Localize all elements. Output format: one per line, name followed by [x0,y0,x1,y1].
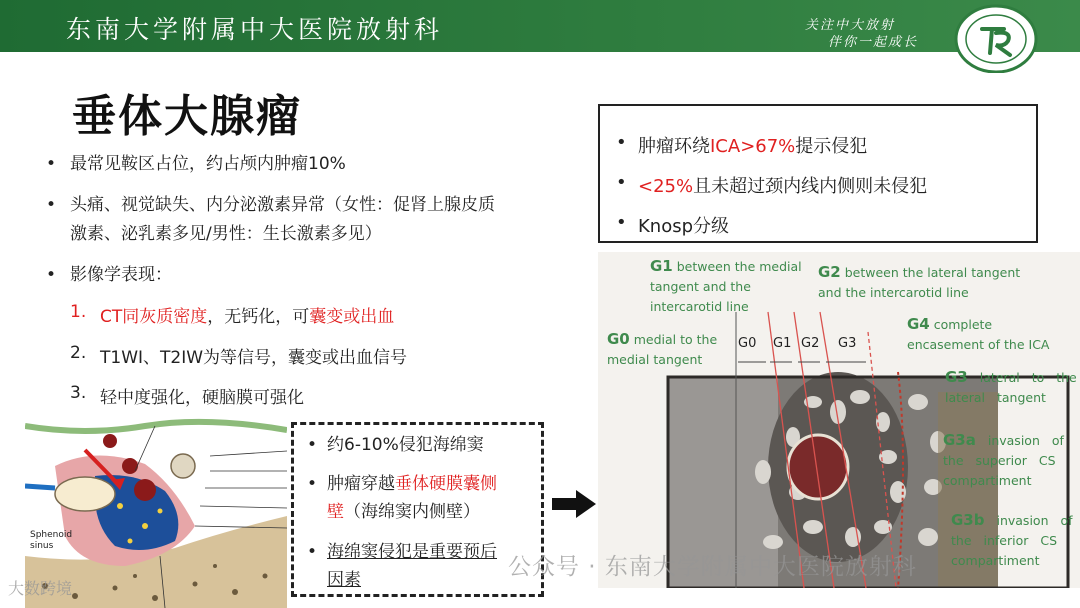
ica-criteria-box [598,104,1038,243]
header-slogan-line1: 关注中大放射 [805,18,896,33]
corner-watermark: 大数跨境 [8,579,73,598]
header-slogan-line2: 伴你一起成长 [828,35,919,50]
cyst-hemorrhage-highlight: 囊变或出血 [309,307,395,327]
g3a-label: G3a invasion of the superior CS compartiment [943,431,1064,488]
g2-label: G2 between the lateral tangent and the intercarotid line [818,263,1021,300]
ct-density-highlight: CT同灰质密度 [100,307,208,327]
zone-label-g3: G3 [838,336,857,351]
header-bar [0,0,1080,52]
zone-label-g0: G0 [738,336,757,351]
prognosis-line2: 因素 [327,570,361,590]
g1-label: G1 between the medial tangent and the intercarotid line [650,257,802,314]
ica-criterion-1: • 肿瘤环绕ICA>67%提示侵犯 [638,132,867,158]
bullet-imaging: • 影像学表现： [70,261,172,290]
imaging-item-2-number: 2. [70,343,87,363]
knosp-grading: • Knosp分级 [638,212,729,238]
zone-label-g2: G2 [801,336,820,351]
sphenoid-sinus-label: Sphenoid sinus [30,530,73,551]
slide-title: 垂体大腺瘤 [72,91,302,142]
imaging-item-1-number: 1. [70,302,87,322]
prognosis-line1: • 海绵窦侵犯是重要预后 [327,538,497,566]
invasion-route-line1: • 肿瘤穿越垂体硬膜囊侧 [327,470,497,498]
imaging-item-2: T1WI、T2IW为等信号，囊变或出血信号 [100,348,408,368]
imaging-item-3-number: 3. [70,383,87,403]
invasion-rate: • 约6-10%侵犯海绵窦 [327,431,484,459]
bullet-symptoms: • 头痛、视觉缺失、内分泌激素异常（女性：促肾上腺皮质 [70,191,495,220]
zone-label-g1: G1 [773,336,792,351]
knosp-grading-figure [598,252,1080,588]
header-title: 东南大学附属中大医院放射科 [66,15,444,44]
imaging-item-1: CT同灰质密度，无钙化，可囊变或出血 [100,307,395,327]
wechat-watermark: 公众号 · 东南大学附属中大医院放射科 [508,554,917,580]
right-arrow-icon [552,490,596,518]
ica-criterion-2: • <25%且未超过颈内线内侧则未侵犯 [638,172,927,198]
g3b-label: G3b invasion of the inferior CS compartiment [951,511,1073,568]
bullet-symptoms-continued: 激素、泌乳素多见/男性：生长激素多见） [70,224,382,244]
bullet-incidence: • 最常见鞍区占位，约占颅内肿瘤10% [70,150,346,179]
g3-label: G3 lateral to the lateral tangent [945,368,1077,405]
cavernous-sinus-invasion-box [291,422,544,597]
g0-label: G0 medial to the medial tangent [607,330,718,367]
g4-label: G4 complete encasement of the ICA [907,315,1050,352]
imaging-item-3: 轻中度强化，硬脑膜可强化 [100,388,304,408]
invasion-route-line2: 壁（海绵窦内侧壁） [327,502,480,522]
hospital-logo [952,3,1040,73]
